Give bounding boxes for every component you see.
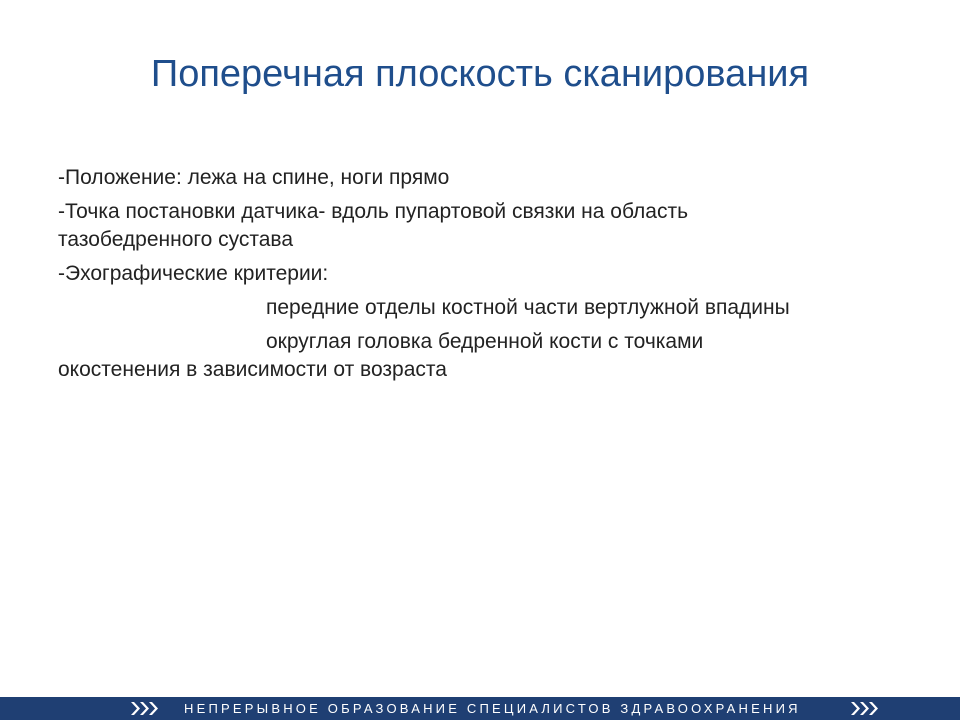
slide-body <box>58 164 898 384</box>
footer-bar <box>0 697 960 720</box>
probe-line-1: -Точка постановки датчика- вдоль пупартовой связки на область <box>58 200 689 223</box>
criteria-item-2-start: округлая головка бедренной кости с точками <box>266 330 704 353</box>
double-chevron-right-icon <box>850 701 886 716</box>
criteria-item-1: передние отделы костной части вертлужной впадины <box>266 296 790 319</box>
criteria-heading: -Эхографические критерии: <box>58 262 329 285</box>
slide-title: Поперечная плоскость сканирования <box>150 53 810 95</box>
probe-line-2: тазобедренного сустава <box>58 228 294 251</box>
footer-text: НЕПРЕРЫВНОЕ ОБРАЗОВАНИЕ СПЕЦИАЛИСТОВ ЗДРАВООХРАНЕНИЯ <box>184 701 801 716</box>
position-line: -Положение: лежа на спине, ноги прямо <box>58 166 450 189</box>
criteria-item-2-end: окостенения в зависимости от возраста <box>58 358 447 381</box>
double-chevron-right-icon <box>130 701 166 716</box>
